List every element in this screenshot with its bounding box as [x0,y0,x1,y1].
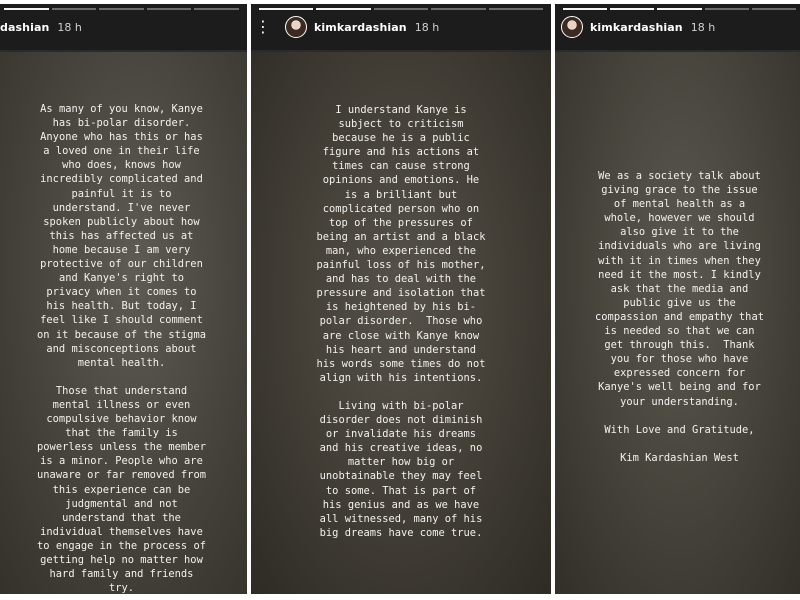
progress-segment [147,8,192,10]
story-text: We as a society talk about giving grace to the issue of mental health as a whole, however we should also give it to the individuals who are living with it in times when they need it the most. I kindly ask that the media and public give us the compassion and empathy that is needed so that we can get through this. Thank you for those who have expressed concern for Kanye's well being and for your understanding. With Love and Gratitude, Kim Kardashian West [595,170,764,464]
progress-segment [610,8,654,10]
timestamp: 18 h [414,20,440,34]
progress-segment [705,8,749,10]
timestamp: 18 h [690,20,716,34]
story-panel-2[interactable] [251,4,551,594]
story-image[interactable] [0,52,247,594]
story-user-row [257,16,545,38]
username[interactable]: kimkardashian [314,20,407,34]
story-panel-3[interactable] [555,4,800,594]
progress-segment [4,8,49,10]
story-text: As many of you know, Kanye has bi-polar disorder. Anyone who has this or has a loved one in their life who does, knows how incredibly complicated and painful it is to understand. I've never spoken publicly about how this has affected us at home because I am very protective of our children and Kanye's right to privacy when it comes to his health. But today, I feel like I should comment on it because of the stigma and misconceptions about mental health. Those that understand mental illness or even compulsive behavior know that the family is powerless unless the member is a minor. People who are unaware or far removed from this experience can be judgmental and not understand that the individual themselves have to engage in the process of getting help no matter how hard family and friends try. [37,103,206,594]
progress-segment [259,8,313,10]
story-header [555,4,800,50]
progress-segment [52,8,97,10]
panel-divider [551,0,555,600]
story-header [0,4,247,50]
progress-segment [431,8,485,10]
timestamp: 18 h [57,20,82,34]
username[interactable]: dashian [0,20,50,34]
story-user-row [2,16,241,38]
story-image[interactable] [251,52,551,594]
story-panel-1[interactable] [0,4,247,594]
story-progress-bar [259,8,543,10]
avatar[interactable] [285,16,307,38]
progress-segment [316,8,370,10]
progress-segment [374,8,428,10]
avatar[interactable] [561,16,583,38]
story-header [251,4,551,50]
progress-segment [194,8,239,10]
progress-segment [489,8,543,10]
story-progress-bar [563,8,796,10]
panel-divider [247,0,251,600]
story-image[interactable] [555,52,800,594]
story-user-row [561,16,798,38]
more-options-icon[interactable]: ⋮ [255,17,271,36]
progress-segment [99,8,144,10]
progress-segment [657,8,701,10]
story-progress-bar [4,8,239,10]
username[interactable]: kimkardashian [590,20,683,34]
story-text: I understand Kanye is subject to criticism because he is a public figure and his actions at times can cause strong opinions and emotions. He is a brilliant but complicated person who on top of the pressures of being an artist and a black man, who experienced the painful loss of his mother, and has to deal with the pressure and isolation that is heightened by his bi- polar disorder. Those who are close with Kanye know his heart and understand his words some times do not align with his intentions. Living with bi-polar disorder does not diminish or invalidate his dreams and his creative ideas, no matter how big or unobtainable they may feel to some. That is part of his genius and as we have all witnessed, many of his big dreams have come true. [316,104,486,539]
progress-segment [752,8,796,10]
progress-segment [563,8,607,10]
